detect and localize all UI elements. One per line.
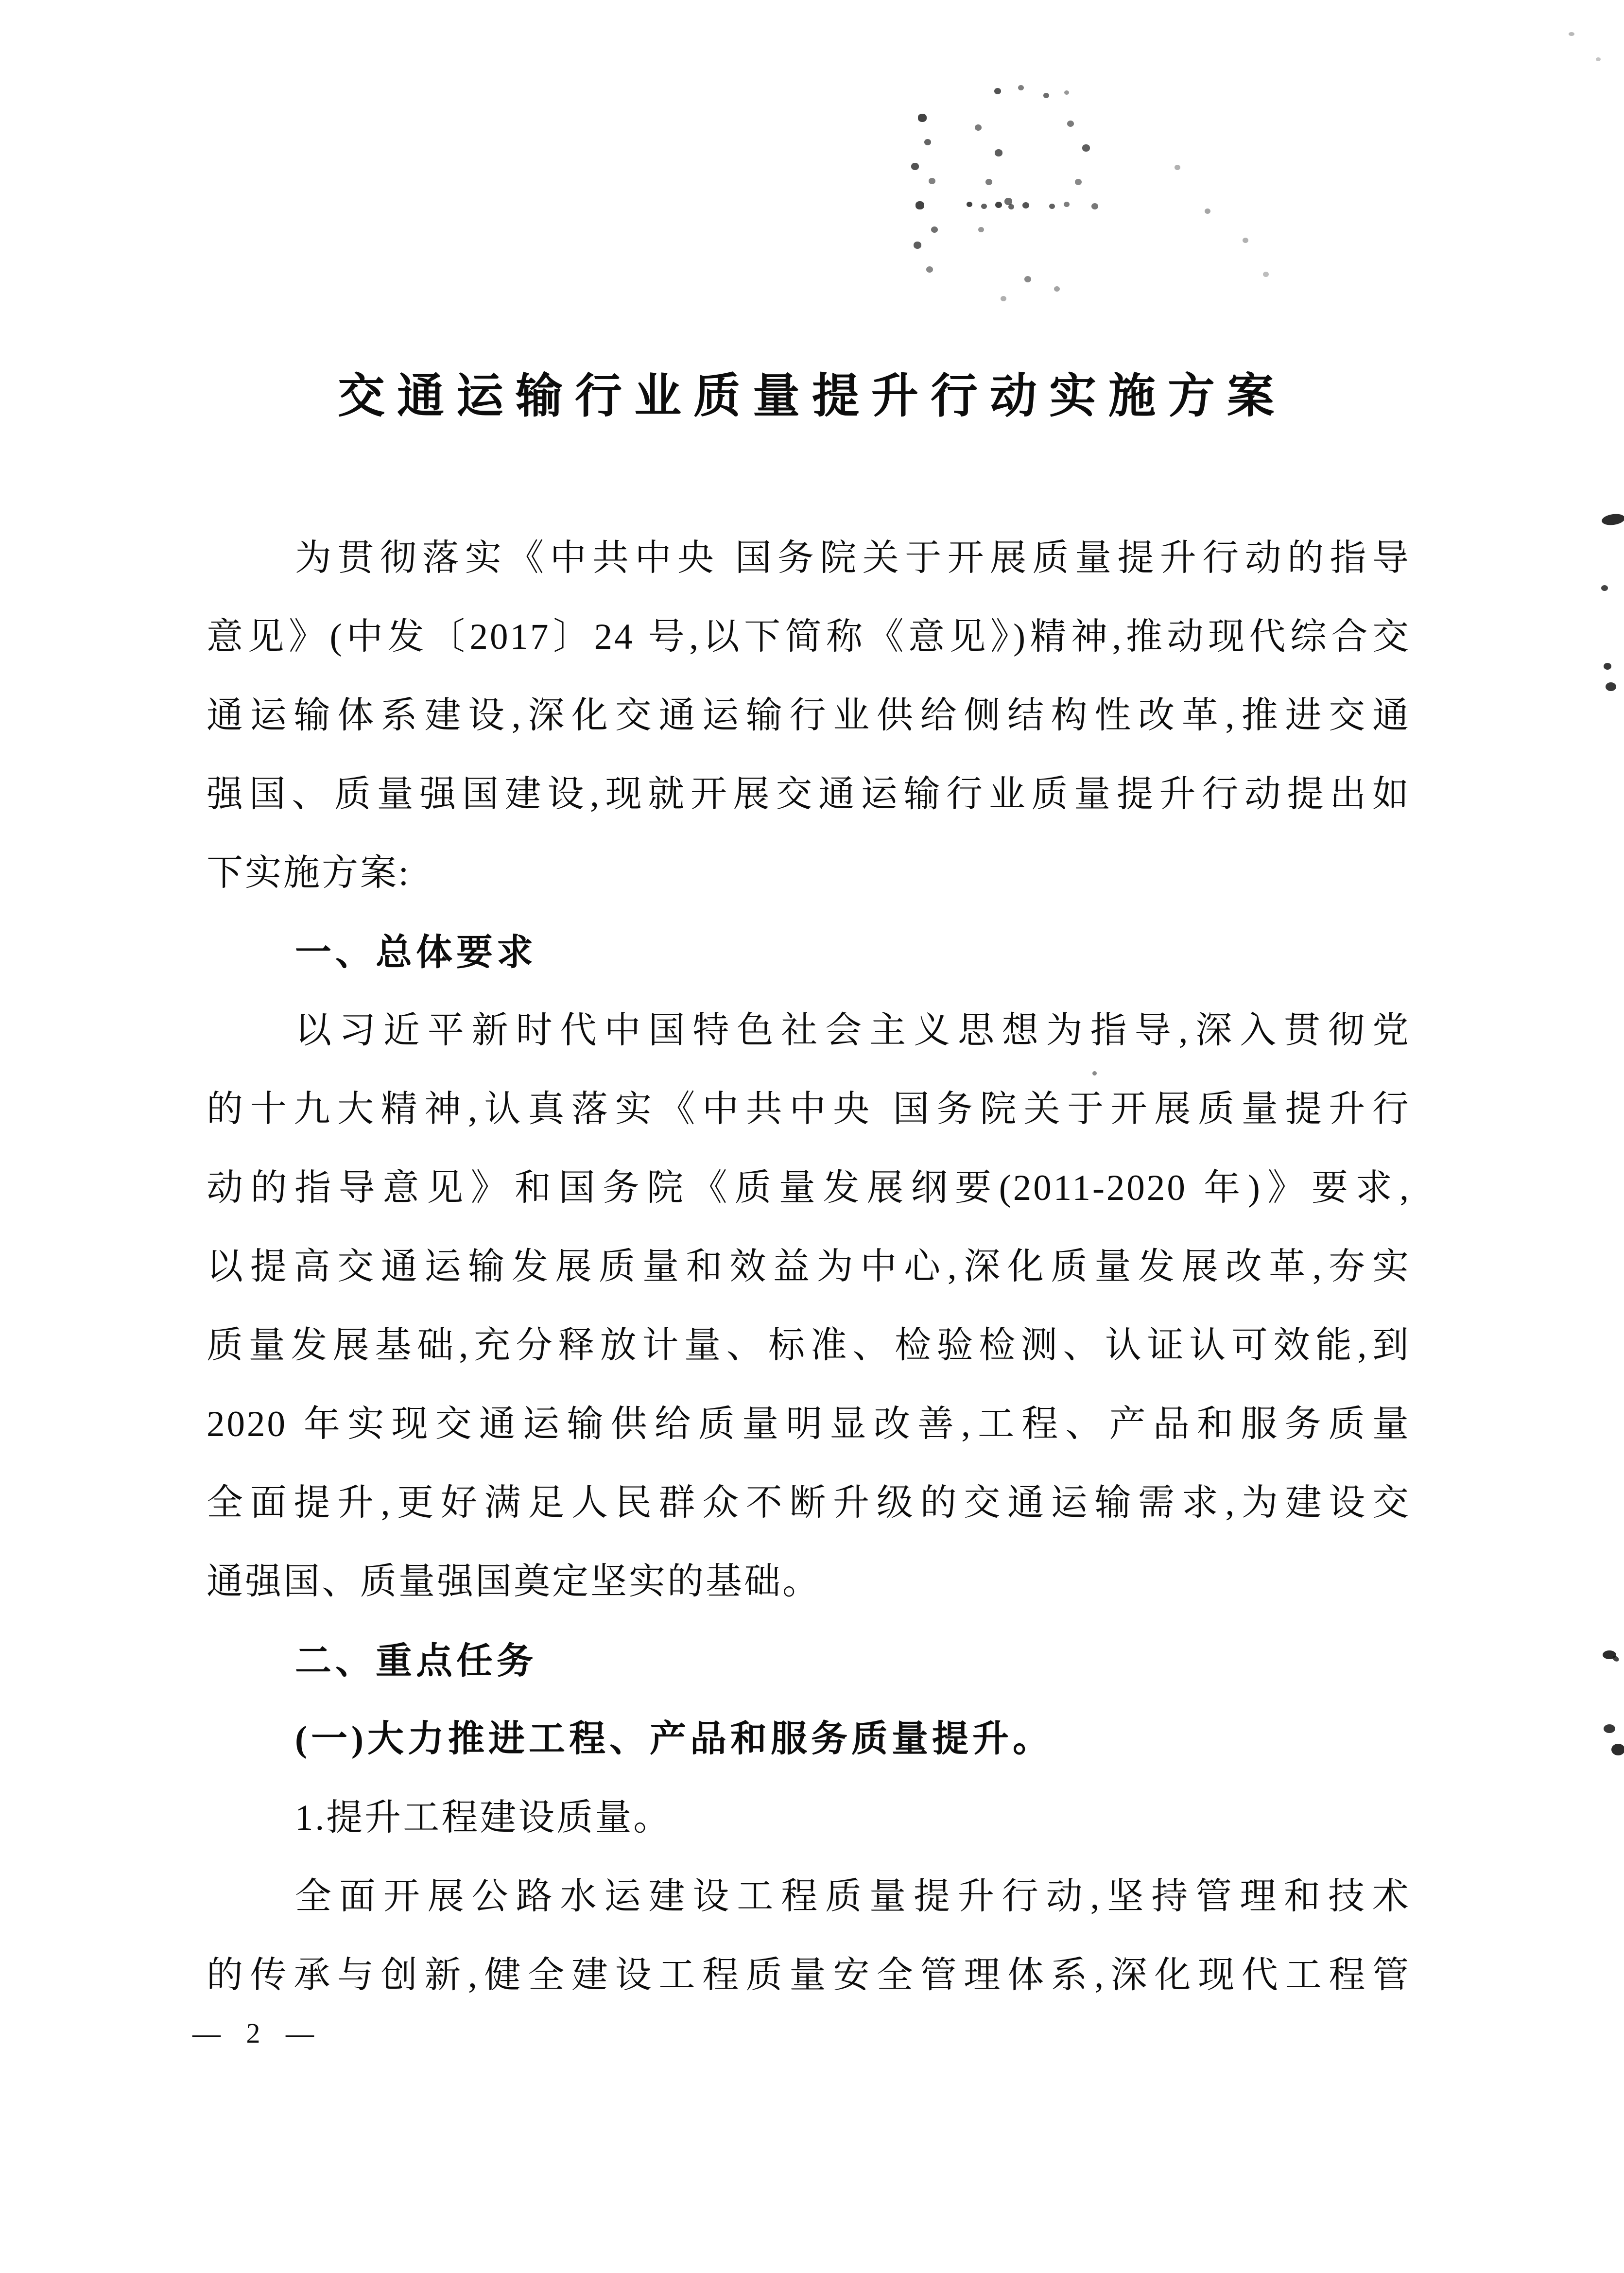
page-number: — 2 — [192,2017,316,2049]
text-line: 全面开展公路水运建设工程质量提升行动,坚持管理和技术 [295,1876,1411,1917]
ink-speck [1601,585,1608,591]
ink-speck [1596,57,1601,61]
stamp-artifact [904,83,907,85]
text-line: 以习近平新时代中国特色社会主义思想为指导,深入贯彻党 [295,1010,1411,1051]
text-line: 以提高交通运输发展质量和效益为中心,深化质量发展改革,夯实 [207,1247,1411,1287]
text-line: 的传承与创新,健全建设工程质量安全管理体系,深化现代工程管 [207,1955,1411,1995]
text-line: 全面提升,更好满足人民群众不断升级的交通运输需求,为建设交 [207,1483,1411,1523]
ink-speck [1606,682,1616,691]
ink-speck [1601,513,1624,526]
text-line: 的十九大精神,认真落实《中共中央 国务院关于开展质量提升行 [207,1089,1411,1129]
text-line: 为贯彻落实《中共中央 国务院关于开展质量提升行动的指导 [295,538,1411,578]
text-line: 下实施方案: [207,853,411,893]
ink-speck [1611,1744,1624,1755]
section-heading: 二、重点任务 [295,1640,537,1681]
ink-speck [1604,663,1611,670]
text-line: 意见》(中发〔2017〕24 号,以下简称《意见》)精神,推动现代综合交 [207,617,1411,657]
section-heading: 一、总体要求 [295,932,537,972]
text-line: 动的指导意见》和国务院《质量发展纲要(2011-2020 年)》要求, [207,1168,1411,1208]
ink-speck [1604,1724,1615,1733]
numbered-heading: 1.提升工程建设质量。 [295,1798,672,1838]
text-line: 通强国、质量强国奠定坚实的基础。 [207,1562,821,1602]
document-body [207,519,1411,2015]
ink-speck [1611,1655,1620,1663]
subsection-heading: (一)大力推进工程、产品和服务质量提升。 [295,1719,1053,1759]
ink-speck [1092,1071,1097,1076]
ink-speck [1569,32,1574,36]
text-line: 强国、质量强国建设,现就开展交通运输行业质量提升行动提出如 [207,774,1411,815]
document-title: 交通运输行业质量提升行动实施方案 [338,370,1286,422]
text-line: 2020 年实现交通运输供给质量明显改善,工程、产品和服务质量 [207,1404,1411,1444]
text-line: 通运输体系建设,深化交通运输行业供给侧结构性改革,推进交通 [207,695,1411,736]
text-line: 质量发展基础,充分释放计量、标准、检验检测、认证认可效能,到 [207,1325,1411,1366]
